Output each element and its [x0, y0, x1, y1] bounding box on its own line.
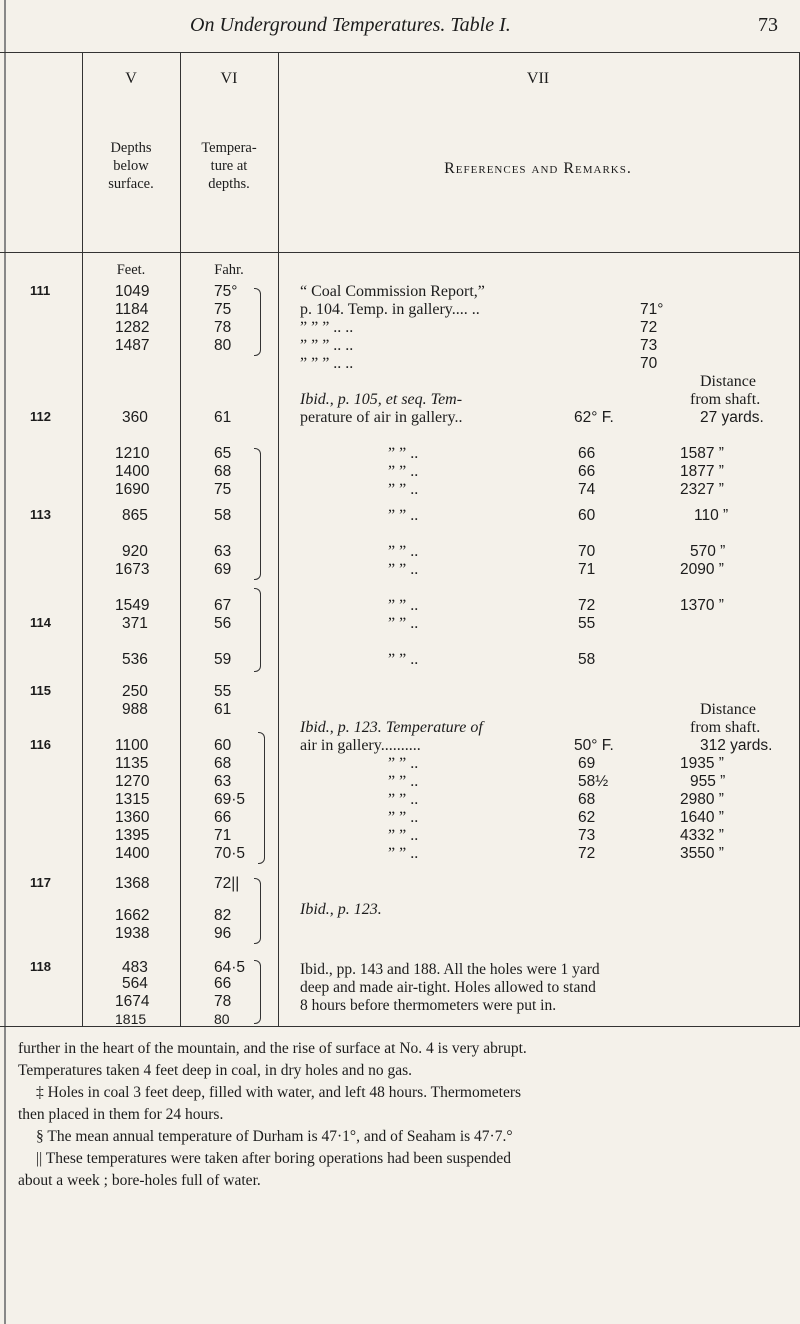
- depth: 1673: [115, 561, 150, 578]
- temp: 66: [214, 975, 232, 992]
- col-vi-heading-3: depths.: [208, 176, 250, 192]
- reference: ” ” ” .. ..: [300, 319, 354, 336]
- reference: ” ” ..: [388, 845, 419, 862]
- col-v-heading-2: below: [113, 158, 149, 174]
- air-temp: 55: [578, 615, 596, 632]
- depth: 1315: [115, 791, 150, 808]
- air-temp: 72: [578, 597, 596, 614]
- temp: 61: [214, 701, 232, 718]
- depth: 360: [122, 409, 148, 426]
- reference: ” ” ..: [388, 809, 419, 826]
- depth: 920: [122, 543, 148, 560]
- brace: [254, 878, 261, 944]
- distance: 2980 ”: [680, 791, 724, 808]
- distance: 570 ”: [690, 543, 726, 560]
- depth: 250: [122, 683, 148, 700]
- depth: 536: [122, 651, 148, 668]
- air-temp: 73: [578, 827, 596, 844]
- temp: 55: [214, 683, 232, 700]
- footnote-line: § The mean annual temperature of Durham is 47·1°, and of Seaham is 47·7.°: [36, 1128, 513, 1145]
- reference: ” ” ..: [388, 481, 419, 498]
- depth: 1049: [115, 283, 150, 300]
- reference: ” ” ..: [388, 651, 419, 668]
- air-temp: 58: [578, 651, 596, 668]
- temp: 96: [214, 925, 232, 942]
- distance: 4332 ”: [680, 827, 724, 844]
- temp: 69·5: [214, 791, 246, 808]
- reference: ” ” ..: [388, 597, 419, 614]
- note-118-line-1: Ibid., pp. 143 and 188. All the holes were 1 yard: [300, 961, 600, 978]
- page-number: 73: [758, 14, 778, 36]
- reference: ” ” ..: [388, 445, 419, 462]
- depth: 1184: [115, 301, 149, 318]
- air-temp: 68: [578, 791, 596, 808]
- brace: [254, 448, 261, 580]
- depth: 1210: [115, 445, 150, 462]
- distance: 955 ”: [690, 773, 726, 790]
- air-temp: 72: [640, 319, 658, 336]
- depth: 1549: [115, 597, 150, 614]
- depth: 1938: [115, 925, 150, 942]
- distance-head: from shaft.: [690, 719, 761, 736]
- reference: ” ” ..: [388, 773, 419, 790]
- col-v-unit: Feet.: [116, 262, 146, 278]
- air-temp: 71: [578, 561, 596, 578]
- reference: ” ” ” .. ..: [300, 355, 354, 372]
- reference: ” ” ..: [388, 463, 419, 480]
- footnote-line: about a week ; bore-holes full of water.: [18, 1172, 261, 1189]
- air-temp: 72: [578, 845, 596, 862]
- air-temp: 66: [578, 445, 596, 462]
- temp: 66: [214, 809, 232, 826]
- air-temp: 70: [640, 355, 658, 372]
- distance: 2090 ”: [680, 561, 724, 578]
- footnote-line: || These temperatures were taken after boring operations had been suspended: [36, 1150, 512, 1167]
- air-temp: 58½: [578, 773, 609, 790]
- row-id: 113: [30, 507, 51, 522]
- row-id: 112: [30, 409, 51, 424]
- binding-edge: [4, 0, 6, 1324]
- depth: 1135: [115, 755, 149, 772]
- depth: 483: [122, 959, 148, 976]
- distance: 1640 ”: [680, 809, 724, 826]
- depth: 1400: [115, 463, 150, 480]
- temp: 59: [214, 651, 232, 668]
- brace: [254, 288, 261, 356]
- air-temp: 60: [578, 507, 596, 524]
- temp: 58: [214, 507, 232, 524]
- temp: 80: [214, 337, 232, 354]
- distance: 3550 ”: [680, 845, 724, 862]
- depth: 1674: [115, 993, 150, 1010]
- row-id: 114: [30, 615, 51, 630]
- temp: 63: [214, 543, 232, 560]
- brace: [254, 588, 261, 672]
- distance: 1587 ”: [680, 445, 724, 462]
- temp: 68: [214, 463, 232, 480]
- footnote-line: further in the heart of the mountain, and the rise of surface at No. 4 is very abrupt.: [18, 1040, 527, 1057]
- row-id: 117: [30, 875, 51, 890]
- temp: 63: [214, 773, 232, 790]
- distance: 1935 ”: [680, 755, 724, 772]
- reference: ” ” ..: [388, 755, 419, 772]
- row-id: 116: [30, 737, 51, 752]
- temp: 72||: [214, 875, 240, 892]
- temp: 70·5: [214, 845, 246, 862]
- air-temp: 69: [578, 755, 596, 772]
- col-vi-heading-2: ture at: [210, 158, 248, 174]
- air-temp: 62° F.: [574, 409, 614, 426]
- temp: 69: [214, 561, 232, 578]
- distance: 2327 ”: [680, 481, 724, 498]
- running-head: On Underground Temperatures. Table I.: [190, 14, 511, 36]
- air-temp: 50° F.: [574, 737, 614, 754]
- reference: perature of air in gallery..: [300, 409, 463, 426]
- col-v-heading-1: Depths: [110, 140, 152, 156]
- temp: 80: [214, 1011, 230, 1027]
- distance: 1877 ”: [680, 463, 724, 480]
- temp: 78: [214, 319, 232, 336]
- depth: 1270: [115, 773, 150, 790]
- col-vi-unit: Fahr.: [214, 262, 244, 278]
- distance-head: Distance: [700, 373, 756, 390]
- footnote-line: ‡ Holes in coal 3 feet deep, filled with water, and left 48 hours. Thermometers: [36, 1084, 522, 1101]
- brace: [254, 960, 261, 1024]
- reference: Ibid., p. 123.: [300, 901, 382, 918]
- depth: 1100: [115, 737, 149, 754]
- footnote-line: then placed in them for 24 hours.: [18, 1106, 224, 1123]
- temp: 68: [214, 755, 232, 772]
- col-v-roman: V: [125, 70, 137, 87]
- air-temp: 66: [578, 463, 596, 480]
- air-temp: 71°: [640, 301, 664, 318]
- depth: 1368: [115, 875, 150, 892]
- distance-head: from shaft.: [690, 391, 761, 408]
- reference: Ibid., p. 105, et seq. Tem-: [300, 391, 463, 408]
- reference: ” ” ” .. ..: [300, 337, 354, 354]
- temp: 75: [214, 301, 232, 318]
- temp: 75: [214, 481, 232, 498]
- distance: 27 yards.: [700, 409, 764, 426]
- reference: ” ” ..: [388, 561, 419, 578]
- col-v-heading-3: surface.: [108, 176, 154, 192]
- reference: ” ” ..: [388, 615, 419, 632]
- reference: ” ” ..: [388, 791, 419, 808]
- reference: air in gallery..........: [300, 737, 421, 754]
- temp: 64·5: [214, 959, 246, 976]
- note-118-line-2: deep and made air-tight. Holes allowed to stand: [300, 979, 596, 996]
- distance-head: Distance: [700, 701, 756, 718]
- reference: ” ” ..: [388, 827, 419, 844]
- temp: 67: [214, 597, 232, 614]
- col-vi-heading-1: Tempera-: [201, 140, 257, 156]
- depth: 1690: [115, 481, 150, 498]
- distance: 1370 ”: [680, 597, 724, 614]
- depth: 1815: [115, 1011, 147, 1027]
- depth: 1282: [115, 319, 150, 336]
- depth: 371: [122, 615, 148, 632]
- row-id: 111: [30, 283, 51, 298]
- reference: ” ” ..: [388, 507, 419, 524]
- brace: [258, 732, 265, 864]
- depth: 1360: [115, 809, 150, 826]
- col-vii-heading: References and Remarks.: [444, 160, 632, 177]
- temp: 75°: [214, 283, 238, 300]
- row-id: 118: [30, 959, 51, 974]
- note-118-line-3: 8 hours before thermometers were put in.: [300, 997, 557, 1014]
- reference: “ Coal Commission Report,”: [300, 283, 485, 300]
- footnote-line: Temperatures taken 4 feet deep in coal, in dry holes and no gas.: [18, 1062, 413, 1079]
- depth: 1487: [115, 337, 150, 354]
- air-temp: 62: [578, 809, 596, 826]
- temp: 65: [214, 445, 232, 462]
- distance: 312 yards.: [700, 737, 773, 754]
- distance: 110 ”: [694, 507, 729, 524]
- row-id: 115: [30, 683, 51, 698]
- depth: 1395: [115, 827, 150, 844]
- temp: 56: [214, 615, 232, 632]
- temp: 71: [214, 827, 232, 844]
- air-temp: 70: [578, 543, 596, 560]
- depth: 865: [122, 507, 148, 524]
- temp: 60: [214, 737, 232, 754]
- temp: 78: [214, 993, 232, 1010]
- reference: Ibid., p. 123. Temperature of: [300, 719, 483, 736]
- col-vii-roman: VII: [526, 70, 550, 87]
- reference: p. 104. Temp. in gallery.... ..: [300, 301, 480, 318]
- reference: ” ” ..: [388, 543, 419, 560]
- depth: 988: [122, 701, 148, 718]
- col-vi-roman: VI: [220, 70, 238, 87]
- air-temp: 74: [578, 481, 596, 498]
- air-temp: 73: [640, 337, 658, 354]
- temp: 82: [214, 907, 232, 924]
- depth: 1400: [115, 845, 150, 862]
- depth: 564: [122, 975, 148, 992]
- depth: 1662: [115, 907, 150, 924]
- temp: 61: [214, 409, 232, 426]
